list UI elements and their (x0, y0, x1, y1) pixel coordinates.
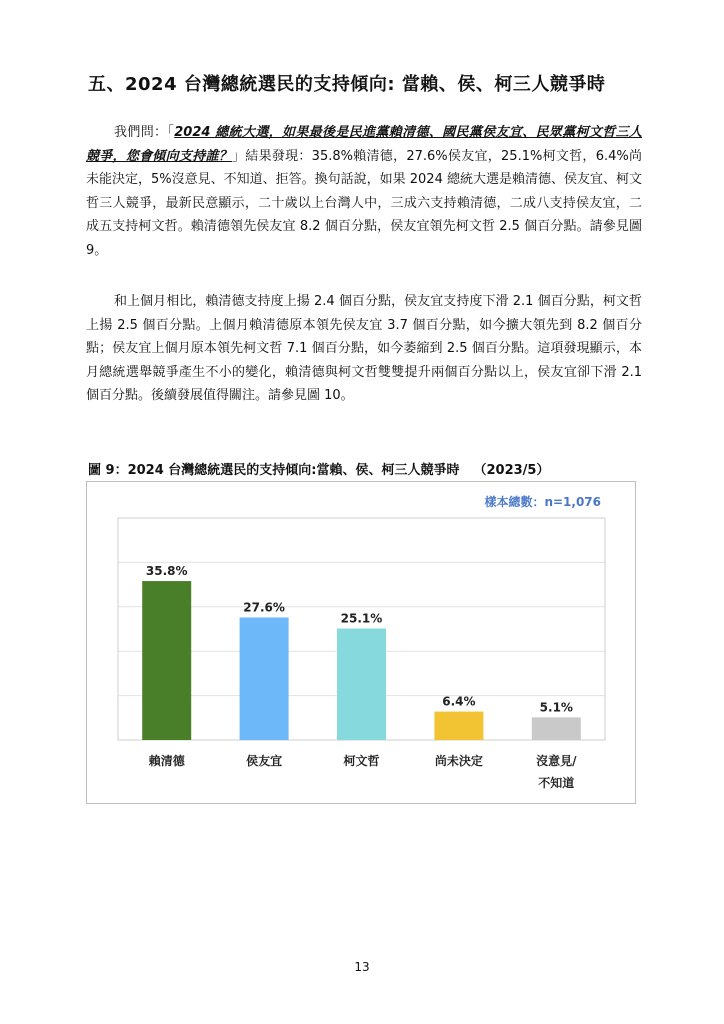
page-number: 13 (354, 960, 370, 974)
sample-size-note: 樣本總數：n=1,076 (484, 495, 601, 509)
para2-text: 和上個月相比，賴清德支持度上揚 2.4 個百分點，侯友宜支持度下滑 2.1 個百分點，柯文哲上揚 2.5 個百分點。上個月賴清德原本領先侯友宜 3.7 個百分點，如今擴大領先到 8.2 個百分點；侯友宜上個月原本領先柯文哲 7.1 個百分點，如今萎縮到 2.5 個百分點。這項發現顯示，本月總統選舉競爭產生不小的變化，賴清德與柯文哲雙雙提升兩個百分點以上，侯友宜卻下滑 2.1 個百分點。後續發展值得關注。請參見圖 10。 (86, 294, 642, 403)
bar-0 (142, 581, 191, 740)
section-heading: 五、2024 台灣總統選民的支持傾向: 當賴、侯、柯三人競爭時 (88, 74, 606, 95)
data-label: 25.1% (340, 611, 383, 626)
data-label: 27.6% (243, 600, 285, 615)
bar-chart (87, 482, 637, 805)
paragraph-comparison (86, 290, 642, 408)
data-label: 35.8% (145, 564, 188, 579)
data-label: 5.1% (539, 700, 573, 715)
bar-1 (240, 617, 289, 740)
category-label: 柯文哲 (343, 754, 380, 768)
survey-question: 2024 總統大選，如果最後是民進黨賴清德、國民黨侯友宜、民眾黨柯文哲三人競爭，您會傾向支持誰？ (86, 125, 642, 164)
bar-3 (434, 712, 483, 740)
bar-4 (532, 717, 581, 740)
paragraph-results (86, 121, 642, 262)
figure-caption (88, 459, 549, 478)
category-label: 侯友宜 (246, 754, 283, 768)
para-lead: 我們問：「 (114, 125, 175, 140)
bar-layer (142, 581, 581, 740)
figure-caption-date: （2023/5） (473, 463, 550, 478)
bar-2 (337, 629, 386, 740)
figure-caption-title: 圖 9：2024 台灣總統選民的支持傾向:當賴、侯、柯三人競爭時 (88, 463, 460, 478)
category-label: 尚未決定 (434, 754, 483, 768)
category-label: 沒意見/不知道 (536, 754, 577, 790)
chart-frame (86, 481, 636, 804)
data-label: 6.4% (442, 694, 476, 709)
para-rest: 」結果發現：35.8%賴清德，27.6%侯友宜，25.1%柯文哲，6.4%尚未能決定，5%沒意見、不知道、拒答。換句話說，如果 2024 總統大選是賴清德、侯友宜、柯文哲三人競爭，最新民意顯示，二十歲以上台灣人中，三成六支持賴清德，二成八支持侯友宜，二成五支持柯文哲。賴清德領先侯友宜 8.2 個百分點，侯友宜領先柯文哲 2.5 個百分點。請參見圖 9。 (86, 148, 642, 258)
category-label: 賴清德 (148, 754, 185, 768)
